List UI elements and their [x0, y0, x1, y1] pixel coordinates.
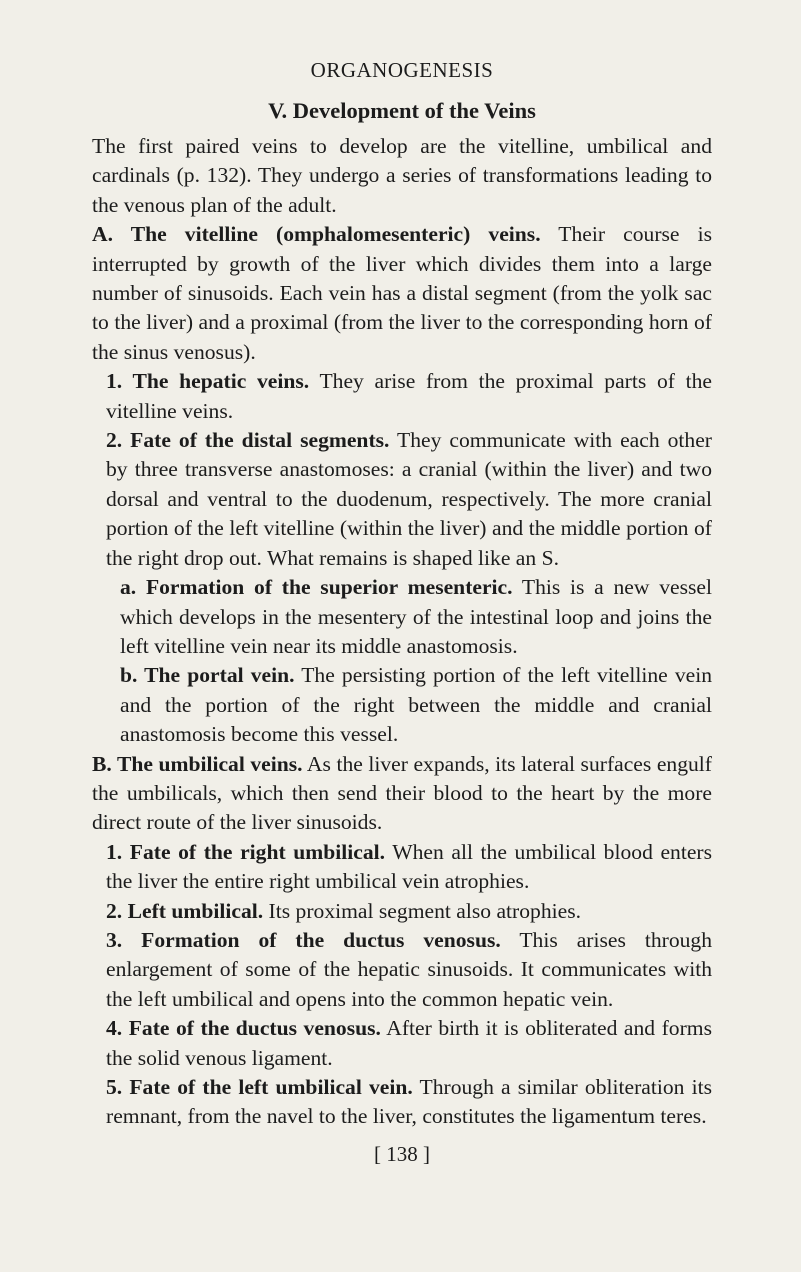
subitem-heading: b. The portal vein. — [120, 663, 295, 688]
section-a-item-2 — [106, 426, 712, 573]
item-heading: 3. Formation of the ductus venosus. — [106, 927, 501, 952]
item-text: They arise from the proximal parts of the vitelline veins. — [106, 369, 712, 423]
item-heading: 2. Fate of the distal segments. — [106, 428, 390, 453]
book-page — [92, 56, 712, 1168]
running-head: ORGANOGENESIS — [310, 58, 494, 82]
subitem-text: The persisting portion of the left vitelline vein and the portion of the right between the middle and cranial anastomosis become this vessel. — [120, 663, 712, 747]
item-text: This arises through enlargement of some of the hepatic sinusoids. It communicates with the left umbilical and opens into the common hepatic vein. — [106, 927, 713, 1011]
section-b-item-4 — [106, 1014, 712, 1073]
subitem-text: This is a new vessel which develops in the mesentery of the intestinal loop and joins the left vitelline vein near its middle anastomosis. — [120, 575, 713, 658]
section-b-item-1 — [106, 838, 712, 897]
section-a-subitem-b — [120, 661, 712, 749]
section-b-item-5 — [106, 1073, 712, 1132]
item-text: Its proximal segment also atrophies. — [263, 898, 581, 923]
section-a-text: Their course is interrupted by growth of the liver which divides them into a large number of sinusoids. Each vein has a distal segment (from the yolk sac to the liver) and a proximal (from the liver to the corresponding horn of the sinus venosus). — [92, 222, 713, 364]
section-b-heading: B. The umbilical veins. — [92, 751, 303, 776]
item-heading: 5. Fate of the left umbilical vein. — [106, 1075, 413, 1099]
item-text: They communicate with each other by three transverse anastomoses: a cranial (within the liver) and two dorsal and ventral to the duodenum, respectively. The more cranial portion of the left vitelline (within the liver) and the middle portion of the right drop out. What remains is shaped like an S. — [106, 428, 712, 570]
section-b-text: As the liver expands, its lateral surfaces engulf the umbilicals, which then send their blood to the heart by the more direct route of the liver sinusoids. — [92, 751, 712, 835]
intro-paragraph: The first paired veins to develop are the vitelline, umbilical and cardinals (p. 132). They undergo a series of transformations leading to the venous plan of the adult. — [92, 134, 712, 217]
section-title: V. Development of the Veins — [268, 98, 536, 123]
section-a-heading: A. The vitelline (omphalomesenteric) veins. — [92, 222, 541, 247]
item-text: After birth it is obliterated and forms the solid venous ligament. — [106, 1016, 712, 1070]
item-text: Through a similar obliteration its remnant, from the navel to the liver, constitutes the ligamentum teres. — [106, 1075, 712, 1129]
section-a-item-1 — [106, 367, 712, 426]
item-heading: 1. Fate of the right umbilical. — [106, 839, 386, 864]
item-heading: 2. Left umbilical. — [106, 898, 264, 923]
section-a-subitem-a — [120, 573, 712, 661]
section-b-item-2 — [106, 897, 712, 926]
item-heading: 4. Fate of the ductus venosus. — [106, 1016, 381, 1041]
item-text: When all the umbilical blood enters the liver the entire right umbilical vein atrophies. — [106, 839, 713, 894]
section-b — [92, 750, 712, 838]
item-heading: 1. The hepatic veins. — [106, 369, 310, 394]
subitem-heading: a. Formation of the superior mesenteric. — [120, 575, 513, 600]
section-b-item-3 — [106, 926, 712, 1014]
page-number: [ 138 ] — [374, 1141, 430, 1166]
section-a — [92, 220, 712, 367]
